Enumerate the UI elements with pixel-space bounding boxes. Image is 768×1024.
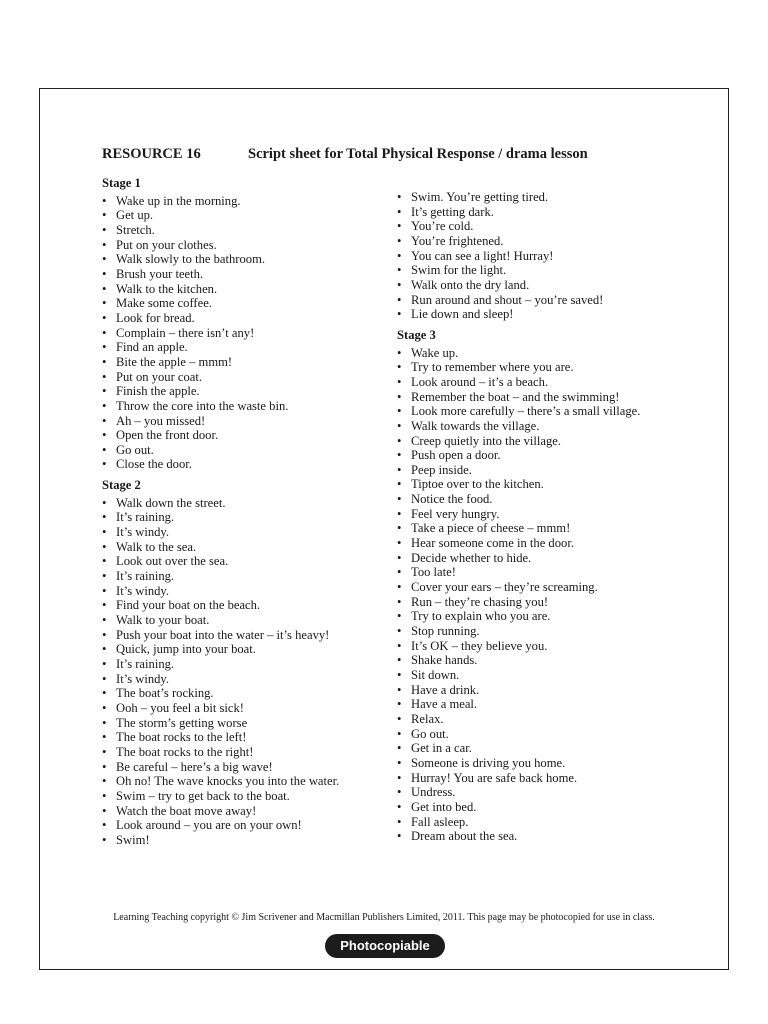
list-item [397,219,697,234]
list-item-text: Oh no! The wave knocks you into the water. [116,774,340,789]
bullet-icon: • [102,715,107,730]
list-item [397,683,697,698]
list-item [102,296,392,311]
bullet-icon: • [397,682,402,697]
list-item [397,507,697,522]
bullet-icon: • [102,730,107,745]
list-item [102,818,392,833]
bullet-icon: • [397,345,402,360]
bullet-icon: • [102,281,107,296]
list-item-text: Close the door. [116,457,192,472]
list-item [102,657,392,672]
list-item [397,434,697,449]
bullet-icon: • [102,442,107,457]
list-item-text: Hurray! You are safe back home. [411,770,578,785]
bullet-icon: • [102,744,107,759]
bullet-icon: • [102,657,107,671]
list-item [102,510,392,525]
list-item [397,360,697,375]
list-item [102,540,392,555]
list-item [102,252,392,267]
list-item [397,293,697,308]
list-item-text: The boat’s rocking. [116,686,214,701]
bullet-icon: • [397,653,402,668]
list-item [102,238,392,253]
list-item [102,642,392,657]
bullet-icon: • [397,389,402,404]
bullet-icon: • [397,248,402,263]
list-item [102,496,392,511]
bullet-icon: • [102,818,107,833]
bullet-icon: • [102,774,107,789]
right-column [397,190,697,850]
list-item-text: Have a meal. [411,697,478,712]
list-item-text: Stretch. [116,222,155,237]
bullet-icon: • [102,583,107,598]
list-item-text: Decide whether to hide. [411,550,532,565]
copyright-notice: Learning Teaching copyright © Jim Scrivener and Macmillan Publishers Limited, 2011. This page may be photocopied for use in class. [113,912,655,923]
list-item [102,282,392,297]
list-item [397,653,697,668]
list-item [397,448,697,463]
list-item-text: You’re cold. [411,219,474,234]
list-item [397,375,697,390]
list-item-text: Fall asleep. [411,814,469,829]
bullet-icon: • [102,413,107,428]
list-item-text: Push your boat into the water – it’s heavy! [116,627,330,642]
list-item-text: Look more carefully – there’s a small village. [411,404,641,419]
list-item-text: The storm’s getting worse [116,715,248,730]
bullet-icon: • [102,642,107,657]
list-item [397,712,697,727]
bullet-icon: • [397,799,402,814]
list-item-text: Take a piece of cheese – mmm! [411,521,571,536]
bullet-icon: • [102,193,107,208]
list-item-text: Wake up. [411,345,459,360]
bullet-icon: • [397,624,402,639]
list-item-text: Throw the core into the waste bin. [116,398,289,413]
list-item-text: Quick, jump into your boat. [116,642,256,657]
list-item [102,340,392,355]
list-item [102,686,392,701]
bullet-icon: • [102,759,107,774]
bullet-icon: • [102,613,107,628]
list-item [102,789,392,804]
list-item-text: Watch the boat move away! [116,803,257,818]
list-item-text: Walk onto the dry land. [411,277,530,292]
stage-3-heading: Stage 3 [397,327,436,342]
list-item-text: Cover your ears – they’re screaming. [411,580,598,595]
list-item-text: The boat rocks to the right! [116,744,254,759]
bullet-icon: • [397,550,402,565]
bullet-icon: • [102,686,107,701]
list-item-text: Stop running. [411,624,480,639]
list-item-text: Walk down the street. [116,495,226,510]
bullet-icon: • [397,668,402,682]
list-item-text: You’re frightened. [411,233,504,248]
list-item-text: Undress. [411,785,456,800]
bullet-icon: • [102,539,107,554]
list-item [102,672,392,687]
list-item [397,624,697,639]
bullet-icon: • [102,296,107,311]
list-item-text: Push open a door. [411,448,501,463]
stage-2-list [102,496,392,848]
stage-1-heading: Stage 1 [102,176,141,190]
list-item-text: Lie down and sleep! [411,307,514,322]
bullet-icon: • [397,374,402,389]
bullet-icon: • [397,609,402,624]
bullet-icon: • [397,580,402,595]
bullet-icon: • [397,829,402,844]
list-item-text: It’s raining. [116,657,175,671]
list-item [397,346,697,361]
bullet-icon: • [102,222,107,237]
list-item-text: Sit down. [411,668,460,682]
list-item [397,668,697,683]
list-item-text: Walk towards the village. [411,418,540,433]
bullet-icon: • [102,252,107,267]
bullet-icon: • [397,492,402,507]
bullet-icon: • [397,726,402,741]
list-item-text: Relax. [411,711,444,726]
list-item [397,390,697,405]
bullet-icon: • [397,219,402,234]
bullet-icon: • [102,554,107,569]
list-item [102,399,392,414]
list-item [102,833,392,848]
list-item [102,355,392,370]
bullet-icon: • [102,237,107,252]
list-item-text: Shake hands. [411,653,478,668]
bullet-icon: • [397,594,402,609]
bullet-icon: • [397,565,402,580]
list-item [102,457,392,472]
list-item [102,598,392,613]
list-item-text: Walk to the sea. [116,539,197,554]
list-item-text: Swim! [116,832,150,847]
bullet-icon: • [397,770,402,785]
list-item-text: Ah – you missed! [116,413,206,428]
list-item [397,234,697,249]
bullet-icon: • [102,627,107,642]
bullet-icon: • [397,477,402,492]
bullet-icon: • [102,671,107,686]
list-item-text: Put on your clothes. [116,237,217,252]
list-item-text: Get in a car. [411,741,472,756]
list-item-text: Look around – it’s a beach. [411,374,549,389]
bullet-icon: • [397,277,402,292]
list-item-text: Try to explain who you are. [411,609,551,624]
list-item-text: Walk to the kitchen. [116,281,218,296]
bullet-icon: • [397,404,402,419]
photocopiable-badge: Photocopiable [325,934,445,958]
list-item [397,419,697,434]
list-item [102,194,392,209]
bullet-icon: • [102,832,107,847]
stage-2-heading: Stage 2 [102,478,141,493]
list-item-text: Finish the apple. [116,384,200,399]
bullet-icon: • [397,190,402,204]
list-item-text: Hear someone come in the door. [411,536,574,551]
list-item [102,701,392,716]
list-item-text: Complain – there isn’t any! [116,325,255,340]
bullet-icon: • [102,457,107,472]
bullet-icon: • [102,208,107,223]
list-item [397,404,697,419]
list-item [102,804,392,819]
list-item [102,613,392,628]
list-item-text: Bite the apple – mmm! [116,354,233,369]
bullet-icon: • [102,428,107,443]
list-item [397,249,697,264]
bullet-icon: • [397,741,402,756]
stage-3-list [397,346,697,844]
list-item-text: Have a drink. [411,682,480,697]
list-item [397,205,697,220]
list-item-text: It’s windy. [116,525,170,540]
bullet-icon: • [397,785,402,800]
bullet-icon: • [397,638,402,653]
left-column [102,176,392,854]
bullet-icon: • [397,697,402,712]
bullet-icon: • [397,418,402,433]
list-item [102,628,392,643]
list-item [102,745,392,760]
list-item [102,384,392,399]
bullet-icon: • [397,204,402,219]
list-item [397,756,697,771]
list-item-text: Look around – you are on your own! [116,818,302,833]
bullet-icon: • [102,788,107,803]
list-item-text: Open the front door. [116,428,219,443]
list-item-text: Find an apple. [116,340,188,355]
list-item-text: Look for bread. [116,310,195,325]
bullet-icon: • [102,310,107,325]
list-item-text: Be careful – here’s a big wave! [116,759,273,774]
list-item [397,307,697,322]
list-item-text: Ooh – you feel a bit sick! [116,700,245,715]
list-item [102,443,392,458]
bullet-icon: • [102,384,107,399]
list-item-text: It’s windy. [116,583,170,598]
list-item [397,565,697,580]
list-item-text: Walk to your boat. [116,613,210,628]
list-item-text: It’s OK – they believe you. [411,638,548,653]
list-item-text: Too late! [411,565,456,580]
list-item-text: It’s getting dark. [411,204,494,219]
bullet-icon: • [397,292,402,307]
list-item-text: Swim – try to get back to the boat. [116,788,290,803]
list-item [102,326,392,341]
list-item-text: Try to remember where you are. [411,360,574,375]
list-item [102,716,392,731]
list-item-text: Find your boat on the beach. [116,598,261,613]
list-item [397,639,697,654]
list-item-text: Go out. [411,726,449,741]
list-item-text: Get into bed. [411,799,477,814]
list-item-text: Get up. [116,208,154,223]
bullet-icon: • [397,506,402,521]
list-item [102,414,392,429]
bullet-icon: • [102,369,107,384]
list-item [102,569,392,584]
list-item [102,760,392,775]
bullet-icon: • [397,233,402,248]
list-item-text: Look out over the sea. [116,554,229,569]
list-item [102,428,392,443]
bullet-icon: • [397,711,402,726]
list-item-text: Run – they’re chasing you! [411,594,549,609]
list-item-text: Run around and shout – you’re saved! [411,292,604,307]
list-item-text: Tiptoe over to the kitchen. [411,477,544,492]
list-item [397,800,697,815]
list-item [102,525,392,540]
bullet-icon: • [102,803,107,818]
list-item-text: Creep quietly into the village. [411,433,562,448]
list-item [397,463,697,478]
list-item [397,521,697,536]
list-item [102,223,392,238]
list-item-text: It’s windy. [116,671,170,686]
list-item-text: Brush your teeth. [116,266,204,281]
bullet-icon: • [102,700,107,715]
bullet-icon: • [102,266,107,281]
list-item [102,584,392,599]
list-item [397,815,697,830]
list-item-text: Swim for the light. [411,263,507,278]
resource-title: Script sheet for Total Physical Response / drama lesson [248,146,588,162]
list-item-text: It’s raining. [116,510,175,525]
list-item [397,741,697,756]
bullet-icon: • [397,755,402,770]
list-item [397,580,697,595]
list-item [397,190,697,205]
bullet-icon: • [102,525,107,540]
bullet-icon: • [397,521,402,536]
bullet-icon: • [397,433,402,448]
list-item [397,771,697,786]
list-item-text: Swim. You’re getting tired. [411,190,549,204]
list-item-text: Put on your coat. [116,369,203,384]
list-item-text: It’s raining. [116,569,175,584]
list-item [397,829,697,844]
list-item [397,278,697,293]
list-item-text: Walk slowly to the bathroom. [116,252,266,267]
list-item [397,492,697,507]
list-item-text: Go out. [116,442,154,457]
bullet-icon: • [397,307,402,322]
list-item-text: Make some coffee. [116,296,212,311]
list-item-text: Someone is driving you home. [411,755,566,770]
list-item [397,727,697,742]
bullet-icon: • [397,536,402,551]
bullet-icon: • [102,340,107,355]
list-item-text: Dream about the sea. [411,829,518,844]
list-item-text: Peep inside. [411,462,472,477]
list-item [102,208,392,223]
list-item-text: Feel very hungry. [411,506,500,521]
list-item [397,697,697,712]
list-item [102,311,392,326]
list-item [102,730,392,745]
list-item [102,370,392,385]
list-item-text: Remember the boat – and the swimming! [411,389,620,404]
bullet-icon: • [397,448,402,463]
stage-1-list [102,194,392,472]
bullet-icon: • [397,462,402,477]
stage-2-continued-list [397,190,697,322]
list-item [397,595,697,610]
list-item-text: Wake up in the morning. [116,193,241,208]
bullet-icon: • [102,495,107,510]
list-item [102,267,392,282]
bullet-icon: • [102,354,107,369]
page-title [102,146,588,163]
list-item-text: Notice the food. [411,492,493,507]
bullet-icon: • [102,398,107,413]
bullet-icon: • [102,598,107,613]
list-item-text: You can see a light! Hurray! [411,248,554,263]
list-item [102,554,392,569]
list-item [397,263,697,278]
bullet-icon: • [397,263,402,278]
list-item [397,609,697,624]
bullet-icon: • [102,510,107,525]
bullet-icon: • [397,360,402,375]
list-item [102,774,392,789]
list-item [397,536,697,551]
list-item-text: The boat rocks to the left! [116,730,247,745]
list-item [397,477,697,492]
bullet-icon: • [397,814,402,829]
bullet-icon: • [102,569,107,584]
resource-number: RESOURCE 16 [102,146,201,162]
bullet-icon: • [102,325,107,340]
list-item [397,785,697,800]
list-item [397,551,697,566]
